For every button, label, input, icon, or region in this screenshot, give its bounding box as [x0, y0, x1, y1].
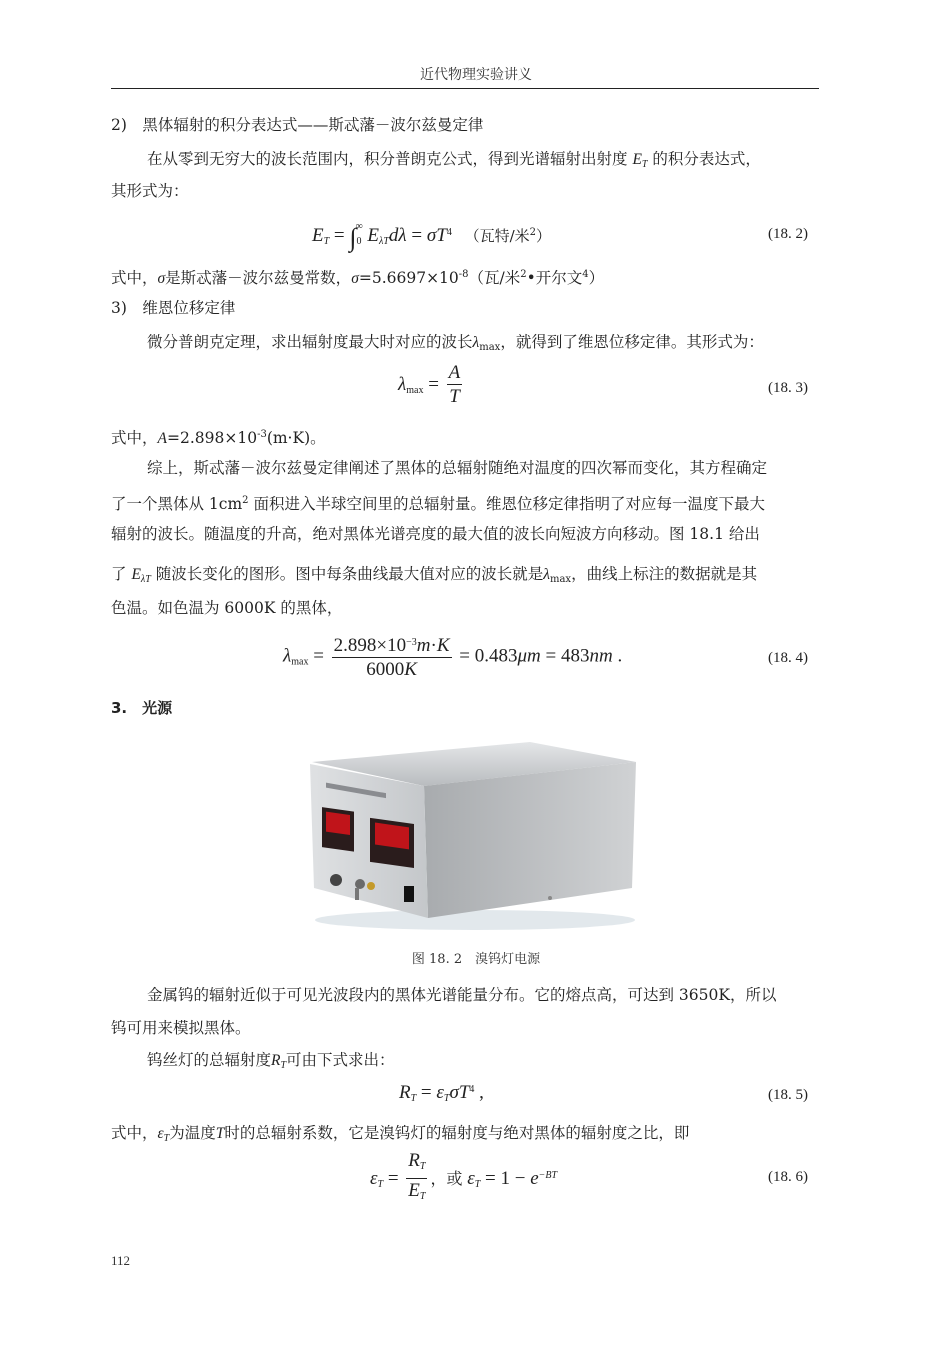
section-heading-light-source: 3. 光源 — [111, 699, 173, 717]
section-heading-stefan-boltzmann: 2) 黑体辐射的积分表达式——斯忒藩－波尔兹曼定律 — [111, 116, 484, 134]
equation-18-4: $\lambda_{max}$ = $\frac{2.898\times 10^{-3}m\cdot K}{6000K}$ = 0.483μm = 483nm . — [283, 632, 622, 682]
equation-18-3: $\lambda_{max}$ = $\frac{A}{T}$ — [398, 362, 461, 407]
equation-number-18-6: (18. 6) — [768, 1169, 808, 1185]
summary-line-3: 辐射的波长。随温度的升高，绝对黑体光谱亮度的最大值的波长向短波方向移动。图 18.1 给出 — [111, 525, 760, 543]
page-number: 112 — [111, 1253, 131, 1268]
wien-constant-note: 式中，$A=2.898\times 10^{-3}(m\cdot K)$。 — [111, 429, 326, 447]
equation-number-18-3: (18. 3) — [768, 380, 808, 396]
equation-18-6: $\varepsilon_T$ = $\frac{R_T}{E_T}$ ，或 $\varepsilon_T = 1 - e^{-BT}$ — [370, 1150, 558, 1202]
paragraph-stefan-intro: 在从零到无穷大的波长范围内，积分普朗克公式，得到光谱辐射出射度 $E_T$ 的积分表达式， — [147, 150, 761, 170]
paragraph-form: 其形式为： — [111, 182, 189, 200]
summary-line-1: 综上，斯忒藩－波尔兹曼定律阐述了黑体的总辐射随绝对温度的四次幂而变化，其方程确定 — [147, 459, 768, 477]
equation-18-5: $R_T = \varepsilon_T\sigma T^4$ , — [399, 1082, 484, 1104]
radiance-intro: 钨丝灯的总辐射度$R_T$可由下式求出： — [147, 1051, 395, 1071]
page-header: 近代物理实验讲义 — [420, 67, 532, 83]
figure-caption: 图 18. 2 溴钨灯电源 — [411, 952, 541, 967]
summary-line-5: 色温。如色温为 6000K 的黑体， — [111, 599, 343, 617]
stefan-constant-note: 式中，σ是斯忒藩－波尔兹曼常数，$\sigma=5.6697\times 10^{-8}$（瓦/米$^2$•开尔文$^4$） — [111, 269, 605, 287]
tungsten-paragraph-line-2: 钨可用来模拟黑体。 — [111, 1019, 251, 1037]
section-heading-wien: 3) 维恩位移定律 — [111, 299, 236, 317]
summary-line-2: 了一个黑体从 $1cm^2$ 面积进入半球空间里的总辐射量。维恩位移定律指明了对应每一温度下最大 — [111, 495, 765, 513]
tungsten-paragraph-line-1: 金属钨的辐射近似于可见光波段内的黑体光谱能量分布。它的熔点高，可达到 3650K，所以 — [147, 986, 777, 1004]
power-supply-photo — [300, 738, 640, 934]
equation-18-2: $E_T = \int_0^\infty$ $E_{\lambda T}d\lambda = \sigma T^4$ （瓦特/米$^2$） — [312, 221, 552, 252]
summary-line-4: 了 $E_{\lambda T}$ 随波长变化的图形。图中每条曲线最大值对应的波长就是$\lambda_{max}$，曲线上标注的数据就是其 — [111, 565, 758, 585]
emissivity-note: 式中，$\varepsilon_T$为温度T时的总辐射系数，它是溴钨灯的辐射度与绝对黑体的辐射度之比，即 — [111, 1124, 690, 1144]
paragraph-wien-intro: 微分普朗克定理，求出辐射度最大时对应的波长$\lambda_{max}$，就得到了维恩位移定律。其形式为： — [147, 333, 764, 353]
header-rule — [111, 88, 819, 89]
equation-number-18-5: (18. 5) — [768, 1087, 808, 1103]
equation-number-18-4: (18. 4) — [768, 650, 808, 666]
equation-number-18-2: (18. 2) — [768, 226, 808, 242]
